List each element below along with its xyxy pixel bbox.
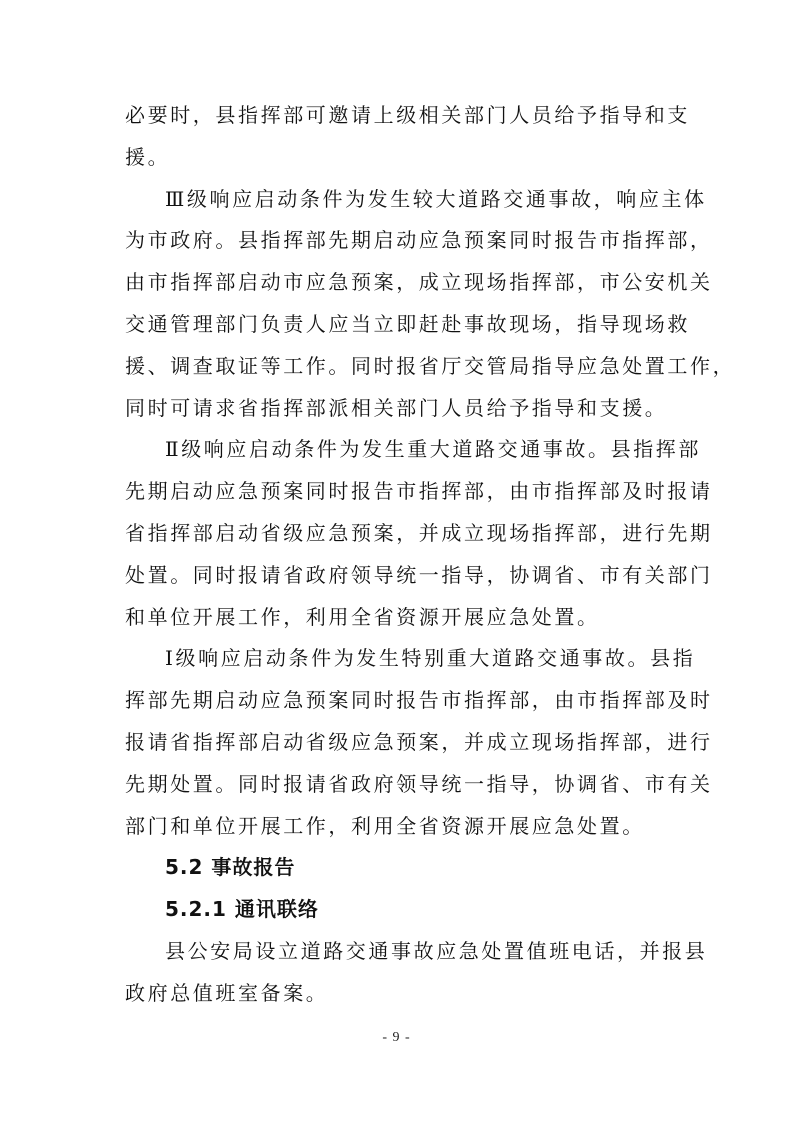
paragraph-line: 报请省指挥部启动省级应急预案，并成立现场指挥部，进行 — [125, 730, 713, 754]
paragraph-line: 同时可请求省指挥部派相关部门人员给予指导和支援。 — [125, 395, 668, 420]
paragraph-line: 县公安局设立道路交通事故应急处置值班电话，并报县 — [165, 939, 708, 963]
page-number: - 9 - — [382, 1030, 411, 1045]
paragraph-line: Ⅲ级响应启动条件为发生较大道路交通事故，响应主体 — [165, 186, 707, 211]
paragraph-line: 由市指挥部启动市应急预案，成立现场指挥部，市公安机关 — [125, 270, 713, 295]
section-heading: 5.2 事故报告 — [165, 855, 296, 880]
paragraph-line: 处置。同时报请省政府领导统一指导，协调省、市有关部门 — [125, 562, 713, 587]
paragraph-line: 省指挥部启动省级应急预案，并成立现场指挥部，进行先期 — [125, 521, 713, 545]
paragraph-line: 先期处置。同时报请省政府领导统一指导，协调省、市有关 — [125, 771, 713, 796]
paragraph-line: 必要时，县指挥部可邀请上级相关部门人员给予指导和支 — [125, 103, 690, 127]
paragraph-line: Ⅰ级响应启动条件为发生特别重大道路交通事故。县指 — [165, 646, 696, 671]
paragraph-line: 部门和单位开展工作，利用全省资源开展应急处置。 — [125, 813, 645, 838]
paragraph-line: 援。 — [125, 144, 171, 169]
paragraph-line: 交通管理部门负责人应当立即赶赴事故现场，指导现场救 — [125, 312, 690, 336]
paragraph-line: 援、调查取证等工作。同时报省厅交管局指导应急处置工作， — [125, 353, 736, 378]
paragraph-line: 挥部先期启动应急预案同时报告市指挥部，由市指挥部及时 — [125, 688, 713, 713]
paragraph-line: 先期启动应急预案同时报告市指挥部，由市指挥部及时报请 — [125, 479, 713, 504]
subsection-heading: 5.2.1 通讯联络 — [165, 897, 319, 922]
paragraph-line: Ⅱ级响应启动条件为发生重大道路交通事故。县指挥部 — [165, 437, 701, 462]
paragraph-line: 政府总值班室备案。 — [125, 980, 329, 1005]
paragraph-line: 为市政府。县指挥部先期启动应急预案同时报告市指挥部， — [125, 228, 713, 253]
paragraph-line: 和单位开展工作，利用全省资源开展应急处置。 — [125, 604, 600, 629]
